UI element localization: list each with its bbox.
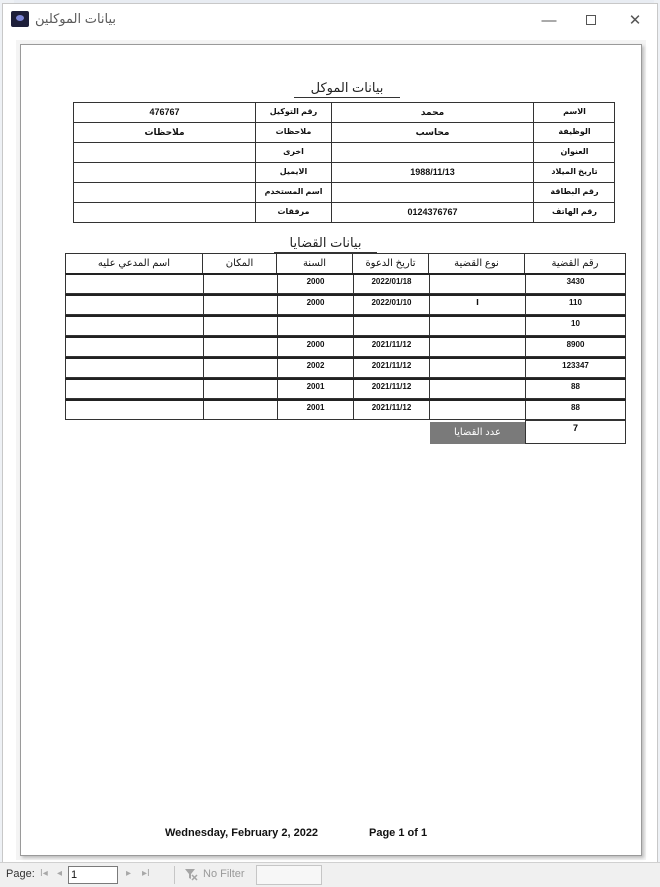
attachments-value <box>74 203 256 223</box>
access-app-icon <box>11 11 29 27</box>
address-value <box>332 143 534 163</box>
title-bar[interactable] <box>3 4 657 36</box>
header-case-type: نوع القضية <box>429 253 525 274</box>
cell-case-type <box>430 380 526 399</box>
client-info-grid <box>73 102 615 223</box>
report-page <box>20 44 642 856</box>
email-label: الايميل <box>256 163 332 183</box>
table-row <box>65 378 626 399</box>
header-place: المكان <box>203 253 277 274</box>
cases-section-title: بيانات القضايا <box>274 235 377 253</box>
cell-claim-date <box>354 317 430 336</box>
search-box[interactable] <box>256 865 322 885</box>
cell-case-type <box>430 359 526 378</box>
cases-count-label: عدد القضايا <box>430 422 525 444</box>
cell-case-type <box>430 401 526 420</box>
job-value: محاسب <box>332 123 534 143</box>
cell-claim-date: 2021/11/12 <box>354 338 430 357</box>
cell-case-no: 3430 <box>566 277 585 286</box>
job-label: الوظيفة <box>534 123 615 143</box>
other-value <box>74 143 256 163</box>
email-value <box>74 163 256 183</box>
cell-claim-date: 2021/11/12 <box>354 401 430 420</box>
footer-page-number: Page 1 of 1 <box>369 827 428 839</box>
cell-year: 2000 <box>278 275 354 294</box>
name-value: محمد <box>332 103 534 123</box>
cell-claim-date: 2022/01/10 <box>354 296 430 315</box>
cell-case-no: 88 <box>571 403 580 412</box>
agency-no-label: رقم التوكيل <box>256 103 332 123</box>
maximize-icon <box>586 15 596 25</box>
cell-place <box>204 380 278 399</box>
birth-date-value: 1988/11/13 <box>332 163 534 183</box>
cell-case-no: 110 <box>569 298 582 307</box>
username-label: اسم المستخدم <box>256 183 332 203</box>
previous-page-button[interactable]: ◂ <box>57 868 63 879</box>
current-page-input[interactable]: 1 <box>68 866 118 884</box>
cell-defendant <box>66 317 204 336</box>
id-card-label: رقم البطاقة <box>534 183 615 203</box>
header-case-no: رقم القضية <box>525 253 626 274</box>
report-preview-area[interactable] <box>16 40 646 860</box>
maximize-button[interactable] <box>571 8 611 34</box>
phone-value: 0124376767 <box>332 203 534 223</box>
other-label: اخرى <box>256 143 332 163</box>
record-navigation-bar <box>0 862 660 887</box>
footer-date: Wednesday, February 2, 2022 <box>165 827 319 839</box>
cell-defendant <box>66 401 204 420</box>
minimize-button[interactable]: — <box>541 12 557 29</box>
cell-place <box>204 359 278 378</box>
username-value <box>74 183 256 203</box>
cell-year: 2000 <box>278 338 354 357</box>
cell-case-no: 88 <box>571 382 580 391</box>
cell-place <box>204 338 278 357</box>
cell-year: 2002 <box>278 359 354 378</box>
notes-value: ملاحظات <box>74 123 256 143</box>
notes-label: ملاحظات <box>256 123 332 143</box>
next-page-button[interactable]: ▸ <box>126 868 132 879</box>
cell-defendant <box>66 275 204 294</box>
table-row <box>65 336 626 357</box>
cases-count-value: 7 <box>525 420 626 444</box>
table-row <box>65 357 626 378</box>
cell-place <box>204 275 278 294</box>
cell-claim-date: 2022/01/18 <box>354 275 430 294</box>
cell-defendant <box>66 380 204 399</box>
cell-defendant <box>66 296 204 315</box>
cell-year <box>278 317 354 336</box>
name-label: الاسم <box>534 103 615 123</box>
table-row <box>65 294 626 315</box>
last-page-button[interactable]: ▸I <box>142 868 150 879</box>
attachments-label: مرفقات <box>256 203 332 223</box>
close-button[interactable]: ✕ <box>628 12 642 29</box>
cell-place <box>204 401 278 420</box>
cell-case-type <box>430 338 526 357</box>
table-row <box>65 399 626 420</box>
window-title: بيانات الموكلين <box>35 11 117 26</box>
cell-case-no: 10 <box>571 319 580 328</box>
cell-year: 2001 <box>278 380 354 399</box>
no-filter-icon <box>184 867 198 881</box>
cell-case-type <box>430 317 526 336</box>
cell-case-type <box>430 275 526 294</box>
cell-defendant <box>66 338 204 357</box>
cell-defendant <box>66 359 204 378</box>
client-section-title: بيانات الموكل <box>294 80 400 98</box>
first-page-button[interactable]: I◂ <box>40 868 48 879</box>
cell-case-no: 8900 <box>566 340 585 349</box>
table-row <box>65 273 626 294</box>
cell-case-no: 123347 <box>562 361 589 370</box>
phone-label: رقم الهاتف <box>552 207 597 216</box>
agency-no-value: 476767 <box>74 103 256 123</box>
cell-case-type: ا <box>430 296 526 315</box>
cell-year: 2001 <box>278 401 354 420</box>
cell-year: 2000 <box>278 296 354 315</box>
birth-date-label: تاريخ الميلاد <box>534 163 615 183</box>
page-label: Page: <box>6 868 35 880</box>
header-claim-date: تاريخ الدعوة <box>353 253 429 274</box>
id-card-value <box>332 183 534 203</box>
no-filter-button[interactable]: No Filter <box>203 868 245 880</box>
cell-claim-date: 2021/11/12 <box>354 380 430 399</box>
table-row <box>65 315 626 336</box>
report-window <box>2 3 658 887</box>
cell-claim-date: 2021/11/12 <box>354 359 430 378</box>
cell-place <box>204 296 278 315</box>
address-label: العنوان <box>534 143 615 163</box>
header-defendant: اسم المدعي عليه <box>65 253 203 274</box>
header-year: السنة <box>277 253 353 274</box>
cell-place <box>204 317 278 336</box>
nav-separator <box>174 866 175 884</box>
